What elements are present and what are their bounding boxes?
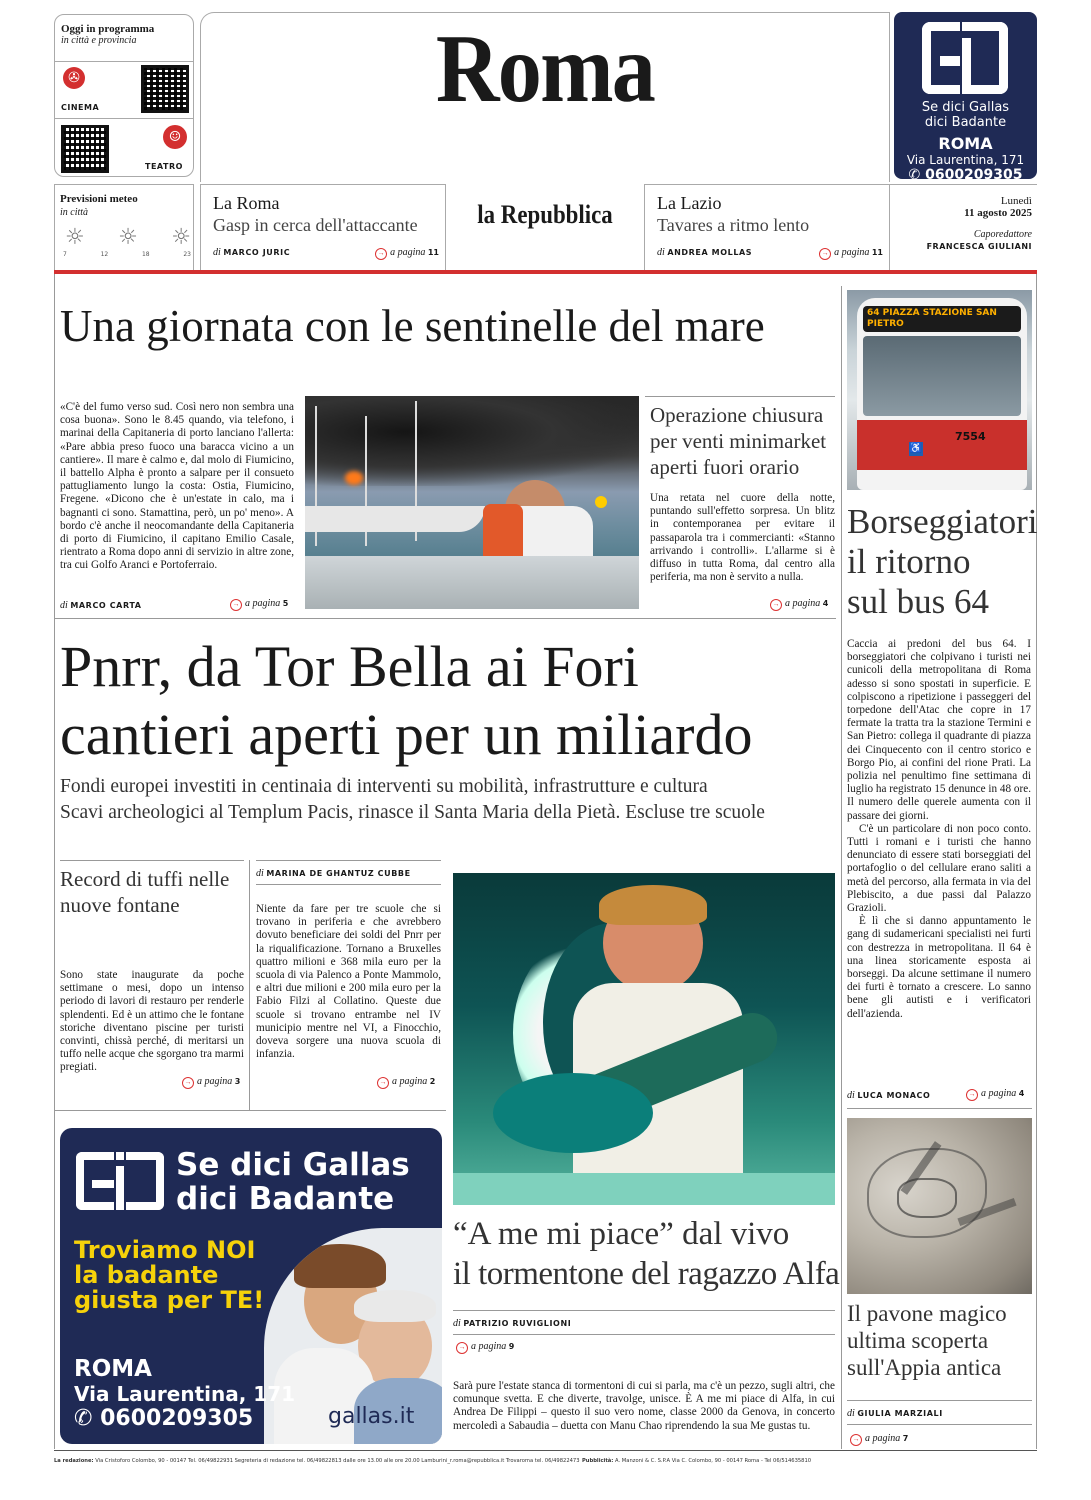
- page-ref: a pagina: [471, 1341, 507, 1352]
- gallas-logo-icon: [922, 22, 1008, 94]
- page-ref: a pagina: [197, 1076, 233, 1087]
- page-num: 5: [282, 599, 289, 608]
- byline-author: PATRIZIO RUVIGLIONI: [463, 1319, 572, 1328]
- ad-site[interactable]: gallas.it: [328, 1404, 415, 1429]
- teaser-lazio[interactable]: [644, 184, 890, 270]
- byline-di: di: [60, 600, 68, 611]
- ad-line2: dici Badante: [176, 1181, 395, 1217]
- date-box: [890, 184, 1037, 270]
- byline-author: LUCA MONACO: [857, 1091, 931, 1100]
- page-num: 4: [1018, 1089, 1025, 1098]
- byline-author: GIULIA MARZIALI: [857, 1409, 943, 1418]
- bus-sign: 64 PIAZZA STAZIONE SAN PIETRO: [867, 308, 997, 329]
- weather-hour: 18: [141, 251, 150, 258]
- boat-fire-photo: [305, 396, 639, 609]
- column-rule: [645, 396, 835, 397]
- teatro-label: TEATRO: [145, 162, 183, 171]
- page-ref: a pagina: [834, 247, 870, 258]
- bus-headline-1[interactable]: Borseggiatori: [847, 502, 1038, 541]
- tuffi-headline[interactable]: Record di tuffi nelle nuove fontane: [60, 867, 230, 917]
- teaser-roma[interactable]: [200, 184, 446, 270]
- page-num: 9: [508, 1342, 515, 1351]
- footer-right-label: Pubblicità:: [582, 1458, 614, 1464]
- qr-code-cinema[interactable]: [141, 65, 189, 113]
- section-rule: [54, 1110, 446, 1111]
- teaser-lazio-subtitle: Tavares a ritmo lento: [657, 215, 810, 235]
- qr-code-teatro[interactable]: [61, 125, 109, 173]
- sun-icon: ☼: [65, 225, 85, 250]
- column-rule: [453, 1334, 835, 1335]
- red-divider: [54, 270, 1037, 274]
- pavone-headline-2[interactable]: ultima scoperta: [847, 1328, 989, 1353]
- phone-icon: ✆: [74, 1406, 93, 1431]
- column-rule: [847, 1400, 1032, 1401]
- column-rule: [256, 884, 441, 885]
- column-rule: [453, 1310, 835, 1311]
- program-subtitle: in città e provincia: [61, 35, 137, 46]
- peacock-mosaic-photo: [847, 1118, 1032, 1294]
- page-num: 3: [234, 1077, 241, 1086]
- concert-photo: [453, 873, 835, 1205]
- program-box: [54, 14, 194, 177]
- column-rule: [256, 860, 441, 861]
- ad-top-line1: Se dici Gallas: [921, 100, 1010, 115]
- pnrr-subhead-1: Fondi europei investiti in centinaia di interventi su mobilità, infrastrutture e cultura: [60, 776, 708, 797]
- cinema-icon: ✇: [63, 67, 85, 89]
- pavone-page-link[interactable]: [850, 1433, 908, 1446]
- footer-left-text: Via Cristoforo Colombo, 90 - 00147 Tel. 06/49822931 Segreteria di redazione tel. 06/49822813 dalle ore 13.00 alle ore 20.00 Lamburini_r.roma@repubblica.it Trovaroma tel. 06/49822473: [95, 1458, 580, 1464]
- ad-yellow-1: Troviamo NOI: [74, 1236, 256, 1264]
- pnrr-headline-2[interactable]: cantieri aperti per un miliardo: [60, 702, 753, 767]
- brand-logo: la Repubblica: [477, 200, 613, 229]
- byline-di: di: [213, 247, 221, 258]
- teaser-roma-title: La Roma: [213, 193, 280, 213]
- byline-author: MARCO CARTA: [70, 601, 142, 610]
- page-num: 4: [822, 599, 829, 608]
- lead-body: «C'è del fumo verso sud. Così nero non sembra una cosa buona». Sono le 8.45 quando, via telefono, i marinai della Capitaneria di porto lanciano l'allerta: «Pare abbia preso fuoco una baracca vicino a un cantiere». Il mare è calmo e, dal molo di Fiumicino, il battello Alpha è pronto a salpare per il consueto pattugliamento lungo la costa: Ostia, Fiumicino, Fregene. «Dicono che è un'estate in calo, ma i bagnanti ci sono. Stamattina, però, un po' meno». A bordo c'è anche il neocomandante della Capitaneria di porto di Fiumicino, il capitano Emilio Casale, rientrato a Roma dopo anni di servizio in altre zone, tra cui Golfo Aranci e Portoferraio.: [60, 401, 294, 572]
- column-rule: [60, 860, 244, 861]
- footer-pubblicita: [582, 1458, 1032, 1464]
- byline-di: di: [256, 868, 264, 879]
- bus-body-2: C'è un particolare di non poco conto. Tutti i romani e i turisti che hanno denunciato di essere stati borseggiati del portafoglio o del cellulare erano saliti a metà del percorso, alla fermata in via del Plebiscito, a due passi dal Palazzo Grazioli.: [847, 822, 1031, 915]
- pnrr-page-link[interactable]: [377, 1076, 435, 1089]
- right-margin-rule: [1036, 274, 1037, 1449]
- pnrr-subhead-2: Scavi archeologici al Templum Pacis, rinasce il Santa Maria della Pietà. Escluse tre scuole: [60, 802, 765, 823]
- column-rule: [847, 1424, 1032, 1425]
- page-ref: a pagina: [785, 598, 821, 609]
- ad-phone: 0600209305: [100, 1406, 254, 1431]
- ad-top-gallas[interactable]: [894, 12, 1037, 179]
- byline-di: di: [657, 247, 665, 258]
- weather-box: [54, 184, 194, 270]
- byline-author: MARCO JURIC: [223, 248, 291, 257]
- byline-di: di: [847, 1408, 855, 1419]
- page-ref: a pagina: [392, 1076, 428, 1087]
- footer-right-text: A. Manzoni & C. S.P.A Via C. Colombo, 90 - 00147 Roma - Tel 06/514635810: [615, 1458, 812, 1464]
- date-day: Lunedì: [1000, 195, 1032, 207]
- column-divider: [841, 286, 842, 1449]
- weather-hour: 7: [63, 251, 67, 258]
- alfa-headline-2[interactable]: il tormentone del ragazzo Alfa: [453, 1256, 840, 1292]
- weather-hour: 23: [183, 251, 191, 258]
- ad-top-address: Via Laurentina, 171: [906, 153, 1025, 167]
- alfa-headline-1[interactable]: “A me mi piace” dal vivo: [453, 1216, 790, 1252]
- bus-64-photo: [847, 290, 1032, 490]
- lead-page-link[interactable]: [230, 598, 288, 611]
- teaser-roma-subtitle: Gasp in cerca dell'attaccante: [213, 215, 418, 235]
- pnrr-body: Niente da fare per tre scuole che si trovano in periferia e che avrebbero dovuto beneficiare dei soldi del Pnrr per la riqualificazione. Tornano a Bruxelles quattro milioni e 368 mila euro per la scuola di via Palenco a Ponte Mammolo, e altri due milioni e 200 mila euro per la Fabio Filzi al Collatino. Queste due scuole si trovano entrambe nel IV municipio mentre nel VI, a Finocchio, doveva sorgere una nuova scuola di infanzia.: [256, 903, 441, 1061]
- footer-rule: [54, 1450, 1037, 1451]
- phone-icon: ✆: [908, 167, 921, 179]
- sun-icon: ☼: [118, 225, 138, 250]
- ad-top-phone: 0600209305: [925, 167, 1023, 179]
- page-ref: a pagina: [390, 247, 426, 258]
- ad-address: Via Laurentina, 171: [74, 1382, 296, 1406]
- editor-name: FRANCESCA GIULIANI: [926, 242, 1032, 251]
- weather-hour: 12: [100, 251, 109, 258]
- bus-body-1: Caccia ai predoni del bus 64. I borseggiatori che colpivano i turisti nei cunicoli della metropolitana di Roma adesso si sono spostati in superficie. E colpiscono a ripetizione i passeggeri del torpedone dell'Atac che copre in 17 fermate la tratta tra la stazione Termini e San Pietro: collega il quadrante di piazza dei Cinquecento con il centro storico e Borgo Pio, ai confini del rione Prati. La polizia nel penultimo fine settimana di luglio ha registrato 15 denunce in 48 ore. Il numero delle querele aumenta con il passare dei giorni.: [847, 638, 1031, 822]
- bus-page-link[interactable]: [966, 1088, 1024, 1101]
- page-num: 11: [871, 248, 883, 257]
- teatro-icon: ☺: [163, 125, 187, 149]
- weather-title: Previsioni meteo: [60, 193, 138, 205]
- masthead-title: Roma: [435, 15, 655, 123]
- left-margin-rule: [54, 274, 55, 1449]
- bus-headline-2[interactable]: il ritorno: [847, 542, 971, 581]
- pnrr-headline-1[interactable]: Pnrr, da Tor Bella ai Fori: [60, 634, 639, 699]
- column-divider: [249, 860, 250, 1110]
- section-rule: [54, 618, 836, 619]
- pavone-headline-1[interactable]: Il pavone magico: [847, 1301, 1007, 1326]
- ad-gallas-badante[interactable]: [60, 1128, 442, 1444]
- section-rule: [847, 1108, 1032, 1109]
- date-date: 11 agosto 2025: [964, 207, 1032, 219]
- wheelchair-icon: ♿: [909, 443, 923, 454]
- sun-icon: ☼: [171, 225, 191, 250]
- cinema-label: CINEMA: [61, 103, 100, 112]
- ad-yellow-3: giusta per TE!: [74, 1286, 265, 1314]
- minimarket-page-link[interactable]: [770, 598, 828, 611]
- tuffi-page-link[interactable]: [182, 1076, 240, 1089]
- alfa-page-link[interactable]: [456, 1341, 514, 1354]
- program-title: Oggi in programma: [61, 23, 155, 35]
- page-num: 2: [429, 1077, 436, 1086]
- editor-role: Caporedattore: [973, 229, 1032, 240]
- minimarket-body: Una retata nel cuore della notte, puntando sull'effetto sorpresa. Un blitz in contemporanea per evitare il passaparola tra i commercianti: «Stanno arrivando i controlli». L'allarme si è diffuso in tutta Roma, dal centro alla periferia, ma non è servito a nulla.: [650, 492, 835, 584]
- bus-headline-3[interactable]: sul bus 64: [847, 582, 989, 621]
- byline-di: di: [847, 1090, 855, 1101]
- page-ref: a pagina: [245, 598, 281, 609]
- teaser-lazio-title: La Lazio: [657, 193, 722, 213]
- bus-number: 7554: [955, 430, 986, 443]
- lead-headline[interactable]: Una giornata con le sentinelle del mare: [60, 301, 765, 351]
- gallas-logo-icon: [76, 1152, 164, 1210]
- page-ref: a pagina: [865, 1433, 901, 1444]
- bus-body-3: È lì che si danno appuntamento le gang di sudamericani specialisti nei furti con destrezza in metropolitana. Il 64 è una linea storicamente esposta ai borseggi. Da alcune settimane il numero dei furti è tornato a crescere. Lo sanno bene gli autisti e i verificatori dell'azienda.: [847, 915, 1031, 1020]
- page-num: 11: [427, 248, 439, 257]
- ad-line1: Se dici Gallas: [176, 1147, 410, 1183]
- alfa-body: Sarà pure l'estate stanca di tormentoni di cui si parla, ma c'è un pezzo, sugli altri, che comunque svetta. E che diverte, travolge, unisce. È A me mi piace di Alfa, in cui Andrea De Filippi – questo il suo vero nome, classe 2000 da Genova, in concerto mercoledì a Sabaudia – duetta con Manu Chao riprendendo la sua Me gustas tu.: [453, 1380, 835, 1432]
- byline-di: di: [453, 1318, 461, 1329]
- pavone-headline-3[interactable]: sull'Appia antica: [847, 1355, 1002, 1380]
- footer-left-label: La redazione:: [54, 1458, 94, 1464]
- byline-author: MARINA DE GHANTUZ CUBBE: [266, 869, 411, 878]
- minimarket-headline[interactable]: Operazione chiusura per venti minimarket aperti fuori orario: [650, 403, 827, 479]
- weather-subtitle: in città: [60, 207, 89, 218]
- tuffi-body: Sono state inaugurate da poche settimane o mesi, dopo un intenso periodo di lavori di restauro per renderle splendenti. Ed è un attimo che le fontane storiche diventano piscine per turisti convinti, chissà perché, di meritarsi un tuffo nelle acque che sgorgano tra marmi pregiati.: [60, 969, 244, 1074]
- page-num: 7: [902, 1434, 909, 1443]
- ad-city: ROMA: [74, 1356, 152, 1382]
- ad-yellow-2: la badante: [74, 1261, 219, 1289]
- footer-redazione: [54, 1458, 580, 1464]
- page-ref: a pagina: [981, 1088, 1017, 1099]
- byline-author: ANDREA MOLLAS: [667, 248, 753, 257]
- ad-top-city: ROMA: [938, 134, 993, 153]
- ad-top-line2: dici Badante: [924, 115, 1007, 130]
